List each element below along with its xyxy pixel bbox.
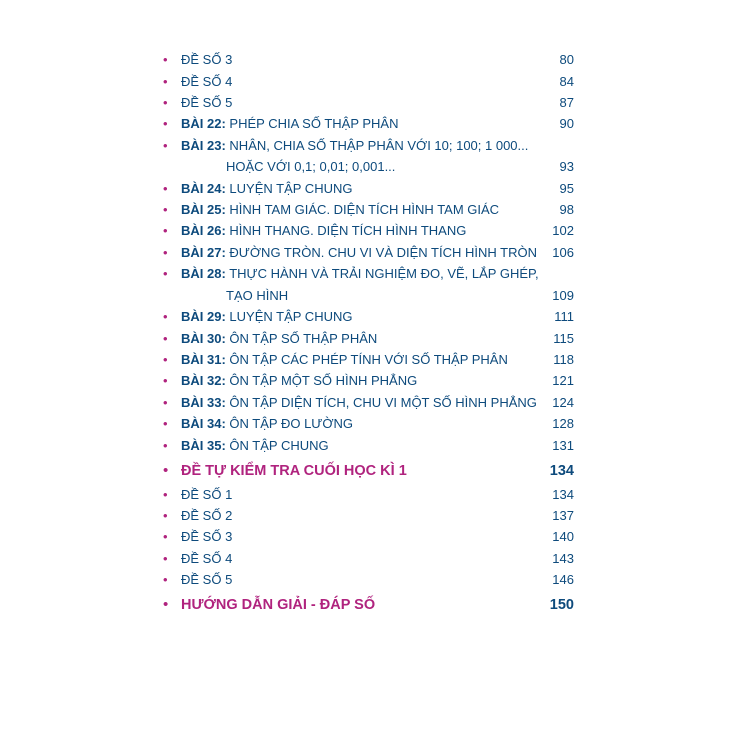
lesson-code: BÀI 30: bbox=[181, 331, 226, 346]
bullet-icon: • bbox=[163, 462, 169, 479]
toc-entry-label: THỰC HÀNH VÀ TRẢI NGHIỆM ĐO, VẼ, LẮP GHÉP, bbox=[229, 266, 539, 281]
toc-entry[interactable] bbox=[163, 572, 574, 588]
toc-page-number: 150 bbox=[549, 597, 574, 613]
lesson-code: BÀI 23: bbox=[181, 138, 226, 153]
lesson-code: BÀI 35: bbox=[181, 438, 226, 453]
toc-entry-label: PHÉP CHIA SỐ THẬP PHÂN bbox=[229, 116, 399, 131]
bullet-icon: • bbox=[163, 352, 168, 367]
toc-section-label: ĐỀ TỰ KIỂM TRA CUỐI HỌC KÌ 1 bbox=[181, 463, 407, 479]
bullet-icon: • bbox=[163, 596, 169, 613]
bullet-icon: • bbox=[163, 95, 168, 110]
toc-page-number: 137 bbox=[552, 508, 574, 523]
bullet-icon: • bbox=[163, 74, 168, 89]
toc-page-number: 106 bbox=[552, 245, 574, 260]
toc-entry[interactable] bbox=[163, 202, 574, 218]
toc-entry[interactable] bbox=[163, 331, 574, 347]
toc-entry[interactable] bbox=[163, 116, 574, 132]
toc-entry[interactable] bbox=[163, 529, 574, 545]
toc-page-number: 128 bbox=[552, 416, 574, 431]
toc-section-final-test[interactable] bbox=[163, 463, 574, 479]
lesson-code: BÀI 24: bbox=[181, 181, 226, 196]
toc-entry[interactable] bbox=[163, 181, 574, 197]
toc-entry-label: LUYỆN TẬP CHUNG bbox=[229, 309, 353, 324]
toc-page-number: 131 bbox=[552, 438, 574, 453]
toc-entry[interactable] bbox=[163, 245, 574, 261]
lesson-code: BÀI 31: bbox=[181, 352, 226, 367]
bullet-icon: • bbox=[163, 395, 168, 410]
toc-section-answers[interactable] bbox=[163, 597, 574, 613]
bullet-icon: • bbox=[163, 245, 168, 260]
bullet-icon: • bbox=[163, 572, 168, 587]
toc-page-number: 95 bbox=[559, 181, 574, 196]
toc-entry[interactable] bbox=[163, 309, 574, 325]
toc-page-number: 84 bbox=[559, 74, 574, 89]
toc-entry[interactable] bbox=[163, 74, 574, 90]
lesson-code: BÀI 22: bbox=[181, 116, 226, 131]
toc-entry-label: ĐỀ SỐ 3 bbox=[181, 529, 233, 544]
toc-entry-label: ĐỀ SỐ 1 bbox=[181, 487, 233, 502]
bullet-icon: • bbox=[163, 266, 168, 281]
toc-entry-label: ÔN TẬP CÁC PHÉP TÍNH VỚI SỐ THẬP PHÂN bbox=[229, 352, 508, 367]
toc-page-number: 98 bbox=[559, 202, 574, 217]
toc-entry[interactable] bbox=[163, 508, 574, 524]
lesson-code: BÀI 33: bbox=[181, 395, 226, 410]
toc-page-number: 115 bbox=[553, 331, 574, 346]
toc-page-number: 102 bbox=[552, 223, 574, 238]
toc-page-number: 109 bbox=[552, 288, 574, 303]
bullet-icon: • bbox=[163, 373, 168, 388]
toc-entry-label: HÌNH THANG. DIỆN TÍCH HÌNH THANG bbox=[229, 223, 467, 238]
lesson-code: BÀI 27: bbox=[181, 245, 226, 260]
lesson-code: BÀI 29: bbox=[181, 309, 226, 324]
bullet-icon: • bbox=[163, 438, 168, 453]
bullet-icon: • bbox=[163, 487, 168, 502]
toc-entry-label: ĐỀ SỐ 4 bbox=[181, 551, 233, 566]
bullet-icon: • bbox=[163, 331, 168, 346]
toc-entry[interactable] bbox=[163, 487, 574, 503]
toc-entry-label: NHÂN, CHIA SỐ THẬP PHÂN VỚI 10; 100; 1 000... bbox=[229, 138, 529, 153]
toc-entry[interactable] bbox=[163, 373, 574, 389]
toc-page-number: 134 bbox=[549, 463, 574, 479]
toc-page-number: 118 bbox=[553, 352, 574, 367]
toc-entry-label: ÔN TẬP ĐO LƯỜNG bbox=[229, 416, 354, 431]
lesson-code: BÀI 32: bbox=[181, 373, 226, 388]
toc-entry-label: LUYỆN TẬP CHUNG bbox=[229, 181, 353, 196]
toc-entry[interactable] bbox=[163, 95, 574, 111]
toc-entry-continuation bbox=[226, 159, 574, 175]
toc-entry-label: ĐỀ SỐ 2 bbox=[181, 508, 233, 523]
toc-entry[interactable] bbox=[163, 395, 574, 411]
toc-entry-label-cont: TẠO HÌNH bbox=[226, 288, 289, 303]
lesson-code: BÀI 34: bbox=[181, 416, 226, 431]
toc-page-number: 121 bbox=[552, 373, 574, 388]
toc-section-label: HƯỚNG DẪN GIẢI - ĐÁP SỐ bbox=[181, 597, 376, 613]
toc-entry-label: ÔN TẬP MỘT SỐ HÌNH PHẲNG bbox=[229, 373, 418, 388]
lesson-code: BÀI 26: bbox=[181, 223, 226, 238]
toc-entry-continuation bbox=[226, 288, 574, 304]
bullet-icon: • bbox=[163, 223, 168, 238]
bullet-icon: • bbox=[163, 202, 168, 217]
bullet-icon: • bbox=[163, 309, 168, 324]
toc-entry[interactable] bbox=[163, 223, 574, 239]
toc-entry-label: ĐỀ SỐ 3 bbox=[181, 52, 233, 67]
toc-entry-label: ÔN TẬP SỐ THẬP PHÂN bbox=[229, 331, 378, 346]
lesson-code: BÀI 28: bbox=[181, 266, 226, 281]
bullet-icon: • bbox=[163, 52, 168, 67]
toc-page-number: 143 bbox=[552, 551, 574, 566]
bullet-icon: • bbox=[163, 529, 168, 544]
toc-page-number: 93 bbox=[559, 159, 574, 174]
toc-entry-label-cont: HOẶC VỚI 0,1; 0,01; 0,001... bbox=[226, 159, 396, 174]
bullet-icon: • bbox=[163, 551, 168, 566]
toc-entry[interactable] bbox=[163, 352, 574, 368]
toc-page-number: 87 bbox=[559, 95, 574, 110]
bullet-icon: • bbox=[163, 416, 168, 431]
toc-entry[interactable] bbox=[163, 438, 574, 454]
toc-entry-label: HÌNH TAM GIÁC. DIỆN TÍCH HÌNH TAM GIÁC bbox=[229, 202, 500, 217]
bullet-icon: • bbox=[163, 508, 168, 523]
toc-page-number: 124 bbox=[552, 395, 574, 410]
toc-page-number: 146 bbox=[552, 572, 574, 587]
toc-entry-label: ĐƯỜNG TRÒN. CHU VI VÀ DIỆN TÍCH HÌNH TRÒN bbox=[229, 245, 537, 260]
toc-page-number: 111 bbox=[554, 309, 574, 324]
toc-page-number: 134 bbox=[552, 487, 574, 502]
toc-page-number: 140 bbox=[552, 529, 574, 544]
toc-entry[interactable] bbox=[163, 138, 574, 154]
toc-entry-label: ĐỀ SỐ 5 bbox=[181, 95, 233, 110]
toc-entry-label: ÔN TẬP DIỆN TÍCH, CHU VI MỘT SỐ HÌNH PHẲNG bbox=[229, 395, 537, 410]
toc-entry[interactable] bbox=[163, 266, 574, 282]
bullet-icon: • bbox=[163, 138, 168, 153]
toc-entry[interactable] bbox=[163, 416, 574, 432]
bullet-icon: • bbox=[163, 181, 168, 196]
toc-entry-label: ĐỀ SỐ 5 bbox=[181, 572, 233, 587]
toc-entry-label: ÔN TẬP CHUNG bbox=[229, 438, 329, 453]
toc-entry[interactable] bbox=[163, 551, 574, 567]
toc-page-number: 90 bbox=[559, 116, 574, 131]
lesson-code: BÀI 25: bbox=[181, 202, 226, 217]
bullet-icon: • bbox=[163, 116, 168, 131]
toc-page-number: 80 bbox=[559, 52, 574, 67]
toc-entry-label: ĐỀ SỐ 4 bbox=[181, 74, 233, 89]
toc-entry[interactable] bbox=[163, 52, 574, 68]
